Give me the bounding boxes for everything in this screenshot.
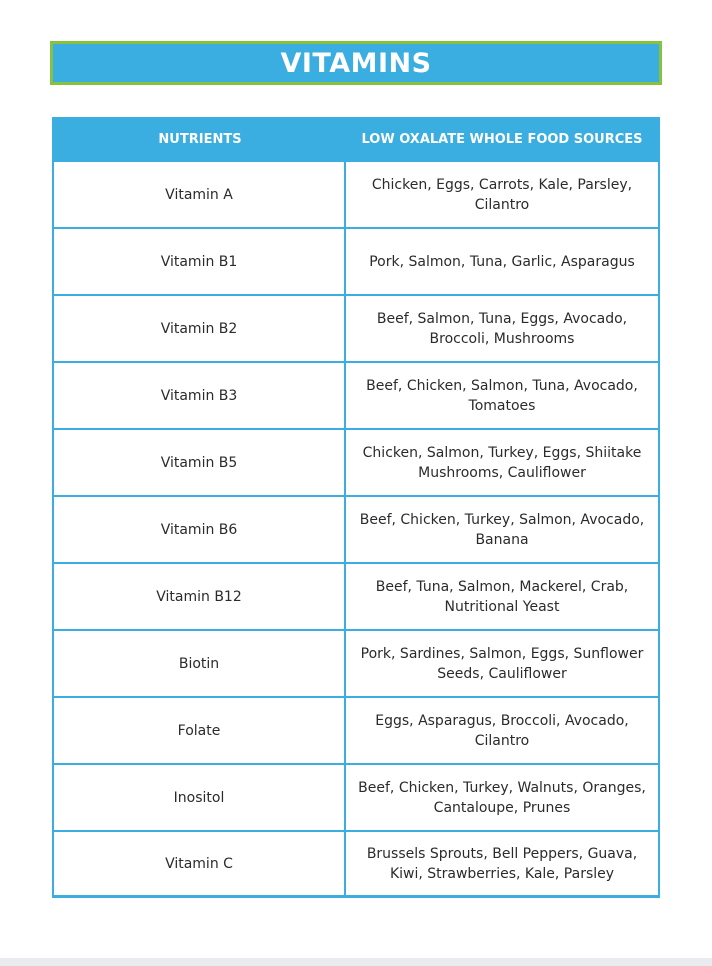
- food-sources-cell: Beef, Chicken, Turkey, Salmon, Avocado, Banana: [359, 511, 645, 548]
- table-header-row: [54, 119, 658, 160]
- nutrient-cell: Vitamin B6: [54, 497, 346, 562]
- table-row: [54, 763, 658, 830]
- food-sources-cell: Beef, Salmon, Tuna, Eggs, Avocado, Broccoli, Mushrooms: [376, 310, 628, 347]
- table-row: [54, 361, 658, 428]
- nutrient-cell: Vitamin B12: [54, 564, 346, 629]
- food-sources-cell: Eggs, Asparagus, Broccoli, Avocado, Cilantro: [375, 712, 629, 749]
- nutrient-cell: Biotin: [54, 631, 346, 696]
- nutrient-cell: Vitamin B3: [54, 363, 346, 428]
- food-sources-cell: Pork, Salmon, Tuna, Garlic, Asparagus: [369, 253, 635, 270]
- header-nutrients: NUTRIENTS: [158, 132, 242, 147]
- table-row: [54, 294, 658, 361]
- food-sources-cell: Brussels Sprouts, Bell Peppers, Guava, Kiwi, Strawberries, Kale, Parsley: [366, 845, 638, 882]
- nutrient-cell: Vitamin B2: [54, 296, 346, 361]
- food-sources-cell: Beef, Chicken, Turkey, Walnuts, Oranges, Cantaloupe, Prunes: [358, 779, 646, 816]
- nutrient-cell: Vitamin A: [54, 162, 346, 227]
- food-sources-cell: Pork, Sardines, Salmon, Eggs, Sunflower Seeds, Cauliflower: [360, 645, 644, 682]
- bottom-divider: [0, 958, 712, 966]
- table-row: [54, 629, 658, 696]
- nutrient-cell: Vitamin B1: [54, 229, 346, 294]
- vitamins-table: [52, 117, 660, 898]
- header-food-sources: LOW OXALATE WHOLE FOOD SOURCES: [361, 132, 643, 147]
- table-row: [54, 495, 658, 562]
- nutrient-cell: Vitamin C: [54, 832, 346, 895]
- food-sources-cell: Beef, Tuna, Salmon, Mackerel, Crab, Nutritional Yeast: [375, 578, 629, 615]
- table-row: [54, 160, 658, 227]
- food-sources-cell: Chicken, Eggs, Carrots, Kale, Parsley, Cilantro: [371, 176, 633, 213]
- nutrient-cell: Inositol: [54, 765, 346, 830]
- table-row: [54, 227, 658, 294]
- nutrient-cell: Vitamin B5: [54, 430, 346, 495]
- table-row: [54, 428, 658, 495]
- title-banner: [50, 41, 662, 85]
- nutrient-cell: Folate: [54, 698, 346, 763]
- food-sources-cell: Beef, Chicken, Salmon, Tuna, Avocado, Tomatoes: [366, 377, 638, 414]
- page-title: VITAMINS: [280, 47, 432, 79]
- table-row: [54, 562, 658, 629]
- food-sources-cell: Chicken, Salmon, Turkey, Eggs, Shiitake Mushrooms, Cauliflower: [362, 444, 642, 481]
- table-row: [54, 830, 658, 897]
- table-row: [54, 696, 658, 763]
